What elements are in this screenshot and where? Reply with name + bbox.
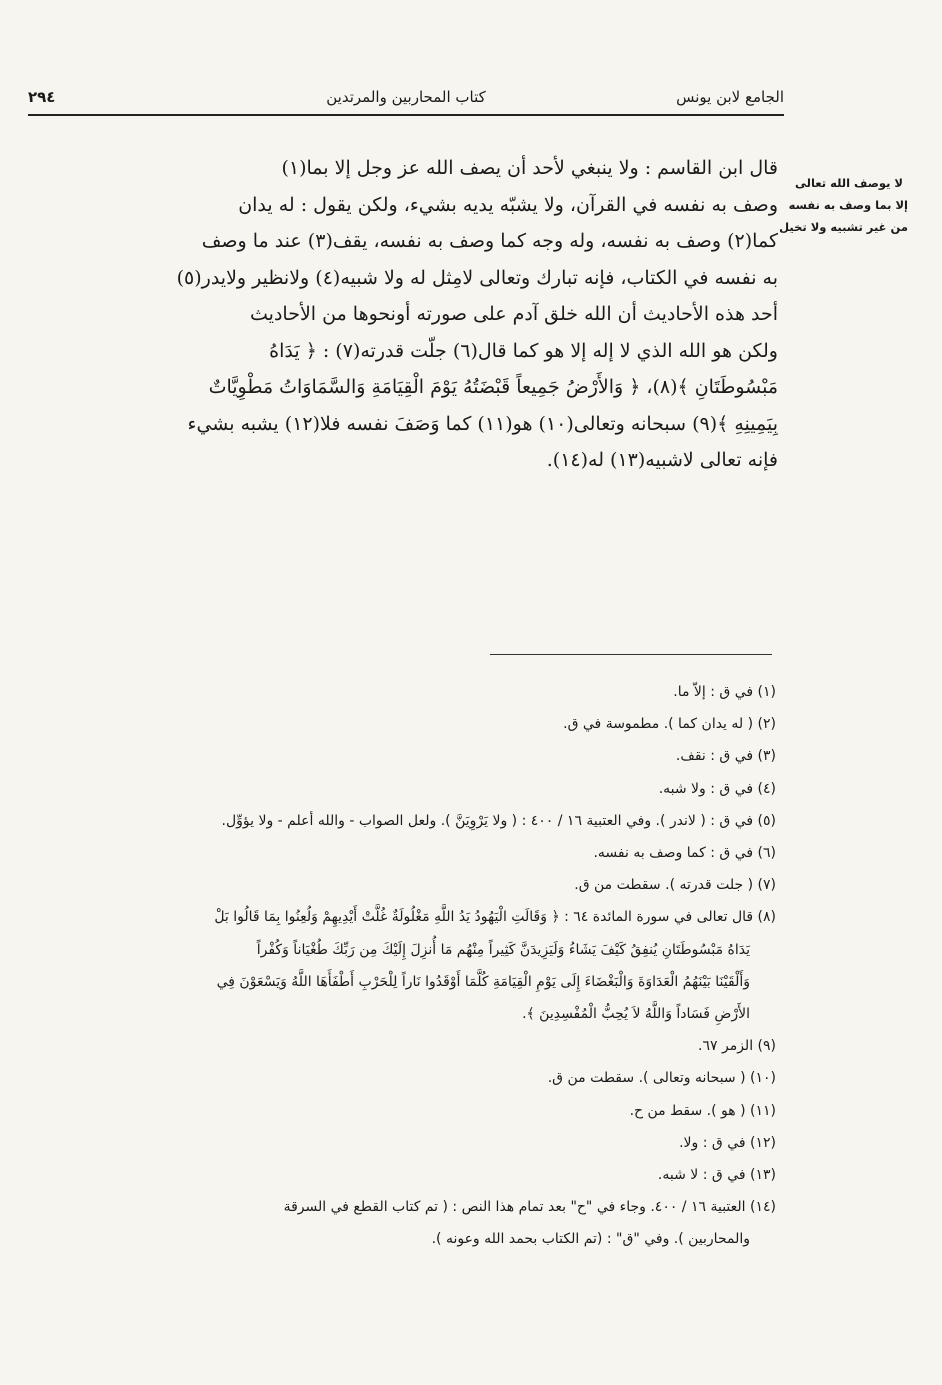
footnote: (١٠) ( سبحانه وتعالى ). سقطت من ق. [547,1070,776,1087]
footnote-continuation: وَأَلْقَيْنَا بَيْنَهُمُ الْعَدَاوَةَ وَالْبَغْضَاءَ إِلَى يَوْمِ الْقِيَامَةِ كُلَّمَا أَوْقَدُوا نَاراً لِلْحَرْبِ أَطْفَأَهَا اللَّهُ وَيَسْعَوْنَ فِي [216,973,750,990]
footnote: (١) في ق : إلاّ ما. [673,684,776,700]
footnote: (٦) في ق : كما وصف به نفسه. [593,845,776,862]
footnote-divider [490,654,772,655]
footnote: (١٤) العتبية ١٦ / ٤٠٠. وجاء في "ح" بعد تمام هذا النص : ( تم كتاب القطع في السرقة [283,1199,776,1216]
main-text-line: وصف به نفسه في القرآن، ولا يشبّه يديه بشيء، ولكن يقول : له يدان [238,193,778,216]
margin-note-line: من غير تشبيه ولا تخيل [779,220,908,234]
main-text-line: فإنه تعالى لاشبيه(١٣) له(١٤). [546,449,778,471]
header-chapter-title: كتاب المحاربين والمرتدين [326,88,486,106]
footnote: (٣) في ق : نقف. [675,748,776,765]
main-text-line: كما(٢) وصف به نفسه، وله وجه كما وصف به نفسه، يقف(٣) عند ما وصف [201,230,778,252]
footnote: (٤) في ق : ولا شبه. [658,780,776,797]
header-divider [28,114,784,116]
running-header [28,88,784,114]
footnote-continuation: والمحاربين ). وفي "ق" : (تم الكتاب بحمد الله وعونه ). [431,1231,750,1248]
main-text-line: به نفسه في الكتاب، فإنه تبارك وتعالى لامِثل له ولا شبيه(٤) ولانظير ولايدر(٥) [176,266,778,289]
main-text-line: قال ابن القاسم : ولا ينبغي لأحد أن يصف الله عز وجل إلا بما(١) [281,157,778,179]
main-text-line: ولكن هو الله الذي لا إله إلا هو كما قال(٦) جلّت قدرته(٧) : ﴿ يَدَاهُ [269,339,778,362]
footnote: (٥) في ق : ( لاندر ). وفي العتبية ١٦ / ٤٠٠ : ( ولا يَرْوِيَنَّ ). ولعل الصواب - والله أعلم - ولا يؤوِّل. [221,812,776,829]
footnote-continuation: يَدَاهُ مَبْسُوطَتَانِ يُنفِقُ كَيْفَ يَشَاءُ وَلَيَزِيدَنَّ كَثِيراً مِنْهُم مَا أُنزِلَ إِلَيْكَ مِن رَبِّكَ طُغْيَاناً وَكُفْراً [256,941,750,958]
margin-note-line: إلا بما وصف به نفسه [788,198,908,212]
footnote: (١٣) في ق : لا شبه. [657,1167,776,1184]
footnote: (١٢) في ق : ولا. [679,1134,776,1151]
margin-note [779,172,908,238]
footnote: (١١) ( هو ). سقط من ح. [629,1102,776,1119]
footnotes [48,676,776,1256]
header-book-title: الجامع لابن يونس [676,88,784,106]
main-text-line: أحد هذه الأحاديث أن الله خلق آدم على صورته أونحوها من الأحاديث [250,303,778,325]
footnote: (٧) ( جلت قدرته ). سقطت من ق. [574,877,776,894]
footnote-continuation: الأَرْضِ فَسَاداً وَاللَّهُ لاَ يُحِبُّ الْمُفْسِدِينَ ﴾. [522,1006,750,1023]
page-number: ٢٩٤ [28,88,56,106]
footnote: (٩) الزمر ٦٧. [698,1038,776,1055]
main-text-line: بِيَمِينِهِ ﴾(٩) سبحانه وتعالى(١٠) هو(١١) كما وَصَفَ نفسه فلا(١٢) يشبه بشيء [187,412,778,435]
footnote: (٨) قال تعالى في سورة المائدة ٦٤ : ﴿ وَقَالَتِ الْيَهُودُ يَدُ اللَّهِ مَغْلُولَةٌ غُلَّتْ أَيْدِيهِمْ وَلُعِنُوا بِمَا قَالُوا بَلْ [214,909,776,926]
main-text-line: مَبْسُوطَتَانِ ﴾(٨)، ﴿ وَالأَرْضُ جَمِيعاً قَبْضَتُهُ يَوْمَ الْقِيَامَةِ وَالسَّمَاوَاتُ مَطْوِيَّاتٌ [208,376,778,398]
footnote: (٢) ( له يدان كما ). مطموسة في ق. [563,716,776,733]
main-text [28,150,778,479]
margin-note-line: لا يوصف الله تعالى [795,176,903,190]
